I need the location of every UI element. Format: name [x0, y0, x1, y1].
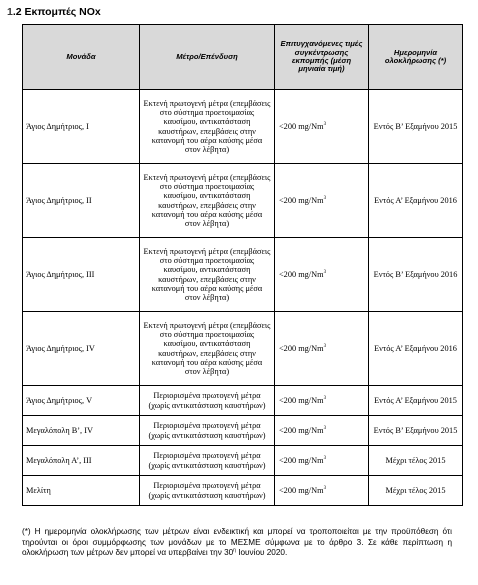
- limit-cell: [275, 416, 369, 446]
- limit-exponent: 3: [323, 196, 327, 202]
- measure-cell: Περιορισμένα πρωτογενή μέτρα (χωρίς αντικατάσταση καυστήρων): [140, 446, 275, 476]
- measure-cell: Περιορισμένα πρωτογενή μέτρα (χωρίς αντικατάσταση καυστήρων): [140, 416, 275, 446]
- limit-exponent: 3: [323, 344, 327, 350]
- unit-cell: Άγιος Δημήτριος, ΙΙΙ: [23, 238, 140, 312]
- nox-measures-table: [22, 24, 463, 506]
- limit-value: <200 mg/Nm: [279, 195, 324, 205]
- limit-value: <200 mg/Nm: [279, 121, 324, 131]
- limit-value: <200 mg/Nm: [279, 269, 324, 279]
- limit-cell: [275, 476, 369, 506]
- footnote-ordinal: η: [233, 547, 236, 554]
- measure-cell: Εκτενή πρωτογενή μέτρα (επεμβάσεις στο σύστημα προετοιμασίας καυσίμου, αντικατάσταση καυστήρων, επεμβάσεις στην κατανομή του αέρα καύσης μέσα στον λέβητα): [140, 312, 275, 386]
- footnote-text: (*) Η ημερομηνία ολοκλήρωσης των μέτρων είναι ενδεικτική και μπορεί να τροποποιείται με την προϋπόθεση ότι τηρούνται οι όροι συμμόρφωσης των μονάδων με το ΜΕΣΜΕ σύμφωνα με το άρθρο 3. Σε κάθε περίπτωση η ολοκλήρωση των μέτρων δεν μπορεί να υπερβαίνει την 30: [22, 527, 452, 558]
- table-header-row: [23, 25, 463, 90]
- unit-cell: Μεγαλόπολη Β’, ΙV: [23, 416, 140, 446]
- unit-cell: Μεγαλόπολη Α’, ΙΙΙ: [23, 446, 140, 476]
- measure-cell: Εκτενή πρωτογενή μέτρα (επεμβάσεις στο σύστημα προετοιμασίας καυσίμου, αντικατάσταση καυστήρων, επεμβάσεις στην κατανομή του αέρα καύσης μέσα στον λέβητα): [140, 238, 275, 312]
- unit-cell: Άγιος Δημήτριος, Ι: [23, 90, 140, 164]
- section-title: .2 Εκπομπές NOx: [12, 6, 101, 18]
- table-row: [23, 312, 463, 386]
- date-cell: Μέχρι τέλος 2015: [369, 446, 463, 476]
- table-row: [23, 238, 463, 312]
- date-cell: Εντός Β’ Εξαμήνου 2015: [369, 90, 463, 164]
- date-cell: Εντός Β’ Εξαμήνου 2015: [369, 416, 463, 446]
- limit-value: <200 mg/Nm: [279, 485, 324, 495]
- limit-value: <200 mg/Nm: [279, 455, 324, 465]
- table-row: [23, 164, 463, 238]
- header-limit: Επιτυγχανόμενες τιμές συγκέντρωσης εκπομπής (μέση μηνιαία τιμή): [275, 25, 369, 90]
- section-heading: [7, 6, 101, 18]
- limit-cell: [275, 238, 369, 312]
- header-unit: Μονάδα: [23, 25, 140, 90]
- measure-cell: Περιορισμένα πρωτογενή μέτρα (χωρίς αντικατάσταση καυστήρων): [140, 476, 275, 506]
- limit-exponent: 3: [323, 486, 327, 492]
- footnote-tail: Ιουνίου 2020.: [235, 548, 288, 558]
- footnote: [22, 527, 452, 559]
- limit-exponent: 3: [323, 456, 327, 462]
- limit-exponent: 3: [323, 270, 327, 276]
- limit-value: <200 mg/Nm: [279, 343, 324, 353]
- date-cell: Εντός Α’ Εξαμήνου 2016: [369, 164, 463, 238]
- unit-cell: Άγιος Δημήτριος, ΙΙ: [23, 164, 140, 238]
- measure-cell: Εκτενή πρωτογενή μέτρα (επεμβάσεις στο σύστημα προετοιμασίας καυσίμου, αντικατάσταση καυστήρων, επεμβάσεις στην κατανομή του αέρα καύσης μέσα στον λέβητα): [140, 90, 275, 164]
- table-row: [23, 446, 463, 476]
- date-cell: Εντός Α’ Εξαμήνου 2015: [369, 386, 463, 416]
- limit-cell: [275, 386, 369, 416]
- section-number: 1: [7, 6, 13, 18]
- table-row: [23, 386, 463, 416]
- table-row: [23, 90, 463, 164]
- date-cell: Εντός Β’ Εξαμήνου 2016: [369, 238, 463, 312]
- limit-value: <200 mg/Nm: [279, 395, 324, 405]
- date-cell: Εντός Α’ Εξαμήνου 2016: [369, 312, 463, 386]
- unit-cell: Μελίτη: [23, 476, 140, 506]
- limit-exponent: 3: [323, 122, 327, 128]
- limit-cell: [275, 90, 369, 164]
- unit-cell: Άγιος Δημήτριος, V: [23, 386, 140, 416]
- unit-cell: Άγιος Δημήτριος, ΙV: [23, 312, 140, 386]
- date-cell: Μέχρι τέλος 2015: [369, 476, 463, 506]
- table-row: [23, 476, 463, 506]
- limit-exponent: 3: [323, 426, 327, 432]
- limit-cell: [275, 446, 369, 476]
- limit-cell: [275, 164, 369, 238]
- header-measure: Μέτρο/Επένδυση: [140, 25, 275, 90]
- limit-value: <200 mg/Nm: [279, 425, 324, 435]
- measure-cell: Περιορισμένα πρωτογενή μέτρα (χωρίς αντικατάσταση καυστήρων): [140, 386, 275, 416]
- measure-cell: Εκτενή πρωτογενή μέτρα (επεμβάσεις στο σύστημα προετοιμασίας καυσίμου, αντικατάσταση καυστήρων, επεμβάσεις στην κατανομή του αέρα καύσης μέσα στον λέβητα): [140, 164, 275, 238]
- table-row: [23, 416, 463, 446]
- limit-cell: [275, 312, 369, 386]
- limit-exponent: 3: [323, 396, 327, 402]
- header-date: Ημερομηνία ολοκλήρωσης (*): [369, 25, 463, 90]
